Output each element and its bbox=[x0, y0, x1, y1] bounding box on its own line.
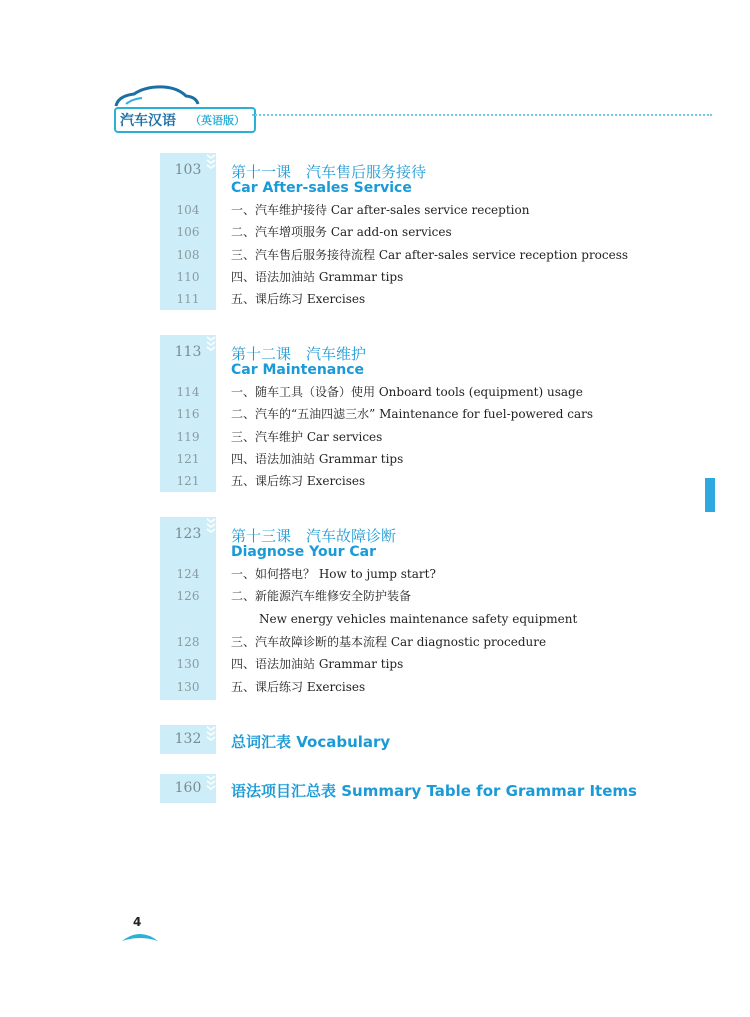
header-dotted-line bbox=[252, 114, 712, 116]
entry-text: 五、课后练习 Exercises bbox=[231, 292, 366, 306]
toc-entry[interactable] bbox=[160, 288, 630, 310]
entry-text: 四、语法加油站 Grammar tips bbox=[231, 657, 404, 671]
entry-text: 四、语法加油站 Grammar tips bbox=[231, 452, 404, 466]
entry-text: 二、新能源汽车维修安全防护装备 bbox=[231, 589, 412, 603]
page-number: 4 bbox=[133, 915, 142, 929]
toc-entry[interactable] bbox=[160, 563, 630, 585]
entry-page: 126 bbox=[176, 589, 200, 603]
entry-page: 104 bbox=[176, 203, 200, 217]
entry-page: 119 bbox=[176, 430, 200, 444]
entry-text: 三、汽车维护 Car services bbox=[231, 430, 383, 444]
entry-text: New energy vehicles maintenance safety equipment bbox=[259, 612, 578, 626]
entry-page: 106 bbox=[176, 225, 200, 239]
entry-text: 五、课后练习 Exercises bbox=[231, 474, 366, 488]
logo-box bbox=[114, 107, 256, 133]
lesson-title-en: Car After-sales Service bbox=[231, 180, 412, 196]
entry-page: 108 bbox=[176, 248, 200, 262]
entry-text: 一、随车工具（设备）使用 Onboard tools (equipment) usage bbox=[231, 385, 583, 399]
entry-page: 114 bbox=[176, 385, 200, 399]
toc-entry[interactable] bbox=[160, 244, 630, 266]
thumb-index-tab bbox=[705, 478, 715, 512]
toc-entry-continued bbox=[160, 608, 630, 630]
entry-page: 111 bbox=[176, 292, 200, 306]
grammar-summary-page: 160 bbox=[174, 780, 202, 796]
entry-text: 三、汽车售后服务接待流程 Car after-sales service reception process bbox=[231, 248, 629, 262]
entry-page: 124 bbox=[176, 567, 200, 581]
toc-entry[interactable] bbox=[160, 470, 630, 492]
entry-page: 110 bbox=[176, 270, 200, 284]
entry-page: 128 bbox=[176, 635, 200, 649]
running-header bbox=[112, 82, 712, 132]
entry-text: 一、汽车维护接待 Car after-sales service reception bbox=[231, 203, 530, 217]
entry-text: 三、汽车故障诊断的基本流程 Car diagnostic procedure bbox=[231, 635, 547, 649]
entry-page: 116 bbox=[176, 407, 200, 421]
lesson-page: 123 bbox=[174, 526, 202, 542]
entry-page: 130 bbox=[176, 680, 200, 694]
lesson-title-en: Car Maintenance bbox=[231, 362, 365, 378]
page-footer bbox=[120, 915, 160, 945]
toc-entry[interactable] bbox=[160, 199, 630, 221]
toc-entry[interactable] bbox=[160, 448, 630, 470]
entry-page: 121 bbox=[176, 474, 200, 488]
entry-text: 二、汽车的“五油四滤三水” Maintenance for fuel-powered cars bbox=[231, 407, 594, 421]
toc-entry[interactable] bbox=[160, 221, 630, 243]
footer-wave-icon bbox=[120, 927, 160, 943]
toc-entry[interactable] bbox=[160, 631, 630, 653]
logo-title: 汽车汉语 bbox=[120, 113, 176, 129]
lesson-title-cn: 第十一课 汽车售后服务接待 bbox=[231, 163, 427, 181]
vocabulary-page: 132 bbox=[174, 731, 202, 747]
entry-text: 二、汽车增项服务 Car add-on services bbox=[231, 225, 452, 239]
vocabulary-title: 总词汇表 Vocabulary bbox=[231, 733, 391, 751]
entry-text: 四、语法加油站 Grammar tips bbox=[231, 270, 404, 284]
lesson-title-en: Diagnose Your Car bbox=[231, 544, 377, 560]
entry-page: 130 bbox=[176, 657, 200, 671]
lesson-title-cn: 第十三课 汽车故障诊断 bbox=[231, 527, 397, 545]
entry-page: 121 bbox=[176, 452, 200, 466]
car-logo-icon bbox=[112, 82, 202, 110]
logo-subtitle: （英语版） bbox=[190, 114, 245, 127]
toc-entry[interactable] bbox=[160, 266, 630, 288]
entry-text: 一、如何搭电？ How to jump start? bbox=[231, 567, 436, 581]
toc-entry[interactable] bbox=[160, 653, 630, 675]
lesson-page: 103 bbox=[174, 162, 202, 178]
entry-text: 五、课后练习 Exercises bbox=[231, 680, 366, 694]
lesson-title-cn: 第十二课 汽车维护 bbox=[231, 345, 367, 363]
toc-entry[interactable] bbox=[160, 426, 630, 448]
grammar-summary-title: 语法项目汇总表 Summary Table for Grammar Items bbox=[231, 782, 637, 800]
toc-entry[interactable] bbox=[160, 676, 630, 698]
toc-entry[interactable] bbox=[160, 585, 630, 607]
toc-entry[interactable] bbox=[160, 381, 630, 403]
toc-entry[interactable] bbox=[160, 403, 630, 425]
lesson-page: 113 bbox=[174, 344, 202, 360]
